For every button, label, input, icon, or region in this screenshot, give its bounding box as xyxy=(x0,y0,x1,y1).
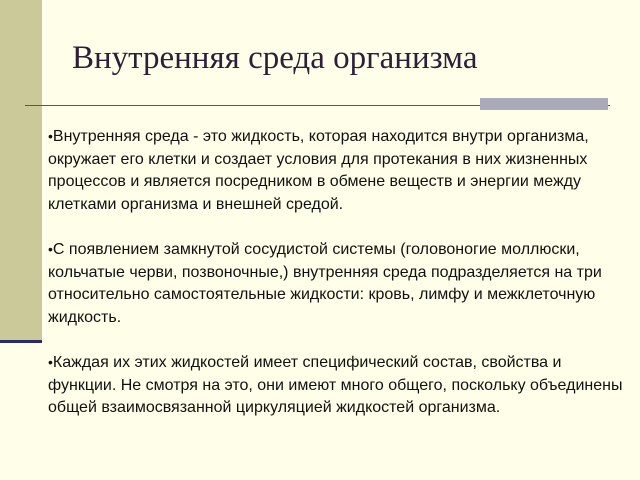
bullet-dot-icon: • xyxy=(48,128,53,144)
bullet-item-1 xyxy=(48,125,633,216)
bullet-item-3 xyxy=(48,351,633,420)
bullet-dot-icon: • xyxy=(48,241,53,257)
left-accent-line xyxy=(0,340,42,343)
bullet-text-3: Каждая их этих жидкостей имеет специфический состав, свойства и функции. Не смотря на это, они имеют много общего, поскольку объединены общей взаимосвязанной циркуляцией жидкостей организма. xyxy=(48,354,623,416)
slide-title: Внутренняя среда организма xyxy=(72,40,478,76)
bullet-item-2 xyxy=(48,238,633,329)
bullet-dot-icon: • xyxy=(48,354,53,370)
bullet-list xyxy=(48,125,633,442)
left-decorative-bar xyxy=(0,0,42,340)
bullet-text-1: Внутренняя среда - это жидкость, которая находится внутри организма, окружает его клетки и создает условия для протекания в них жизненных процессов и является посредником в обмене веществ и энергии между клетками организма и внешней средой. xyxy=(48,128,589,213)
title-divider-block xyxy=(480,98,608,110)
bullet-text-2: С появлением замкнутой сосудистой системы (головоногие моллюски, кольчатые черви, позвоночные,) внутренняя среда подразделяется на три относительно самостоятельные жидкости: кровь, лимфу и межклеточную жидкость. xyxy=(48,241,602,326)
